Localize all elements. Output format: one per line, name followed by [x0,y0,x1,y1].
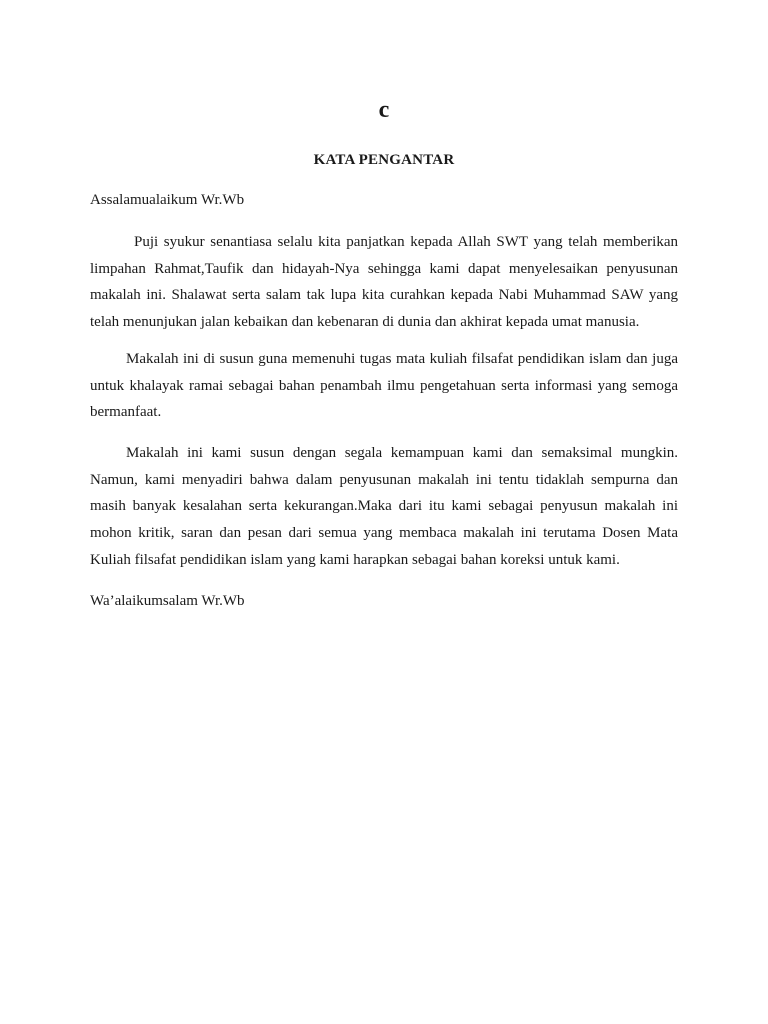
paragraph-3 [90,440,678,573]
paragraph-line: Kuliah filsafat pendidikan islam yang kami harapkan sebagai bahan koreksi untuk kami. [90,551,620,568]
paragraph-1 [90,229,678,336]
paragraph-line: masih banyak kesalahan serta kekurangan.Maka dari itu kami sebagai penyusun makalah ini [90,498,678,515]
closing-text: Wa’alaikumsalam Wr.Wb [90,593,245,609]
paragraph-line: makalah ini. Shalawat serta salam tak lupa kita curahkan kepada Nabi Muhammad SAW yang [90,287,678,304]
paragraph-line: bermanfaat. [90,404,162,421]
paragraph-2 [90,346,678,426]
paragraph-line: telah menunjukan jalan kebaikan dan kebenaran di dunia dan akhirat kepada umat manusia. [90,314,640,331]
document-title: KATA PENGANTAR [313,152,455,168]
paragraph-line: Makalah ini di susun guna memenuhi tugas mata kuliah filsafat pendidikan islam dan juga [126,351,678,367]
greeting-text: Assalamualaikum Wr.Wb [90,192,245,208]
paragraph-line: Puji syukur senantiasa selalu kita panjatkan kepada Allah SWT yang telah memberikan [134,234,678,250]
page-mark: c [378,97,390,123]
paragraph-line: Makalah ini kami susun dengan segala kemampuan kami dan semaksimal mungkin. [126,445,678,461]
paragraph-line: Namun, kami menyadiri bahwa dalam penyusunan makalah ini tentu tidaklah sempurna dan [90,471,678,488]
paragraph-line: mohon kritik, saran dan pesan dari semua yang membaca makalah ini terutama Dosen Mata [90,525,678,542]
paragraph-line: limpahan Rahmat,Taufik dan hidayah-Nya sehingga kami dapat menyelesaikan penyusunan [90,260,678,277]
paragraph-line: untuk khalayak ramai sebagai bahan penambah ilmu pengetahuan serta informasi yang semoga [90,377,678,394]
